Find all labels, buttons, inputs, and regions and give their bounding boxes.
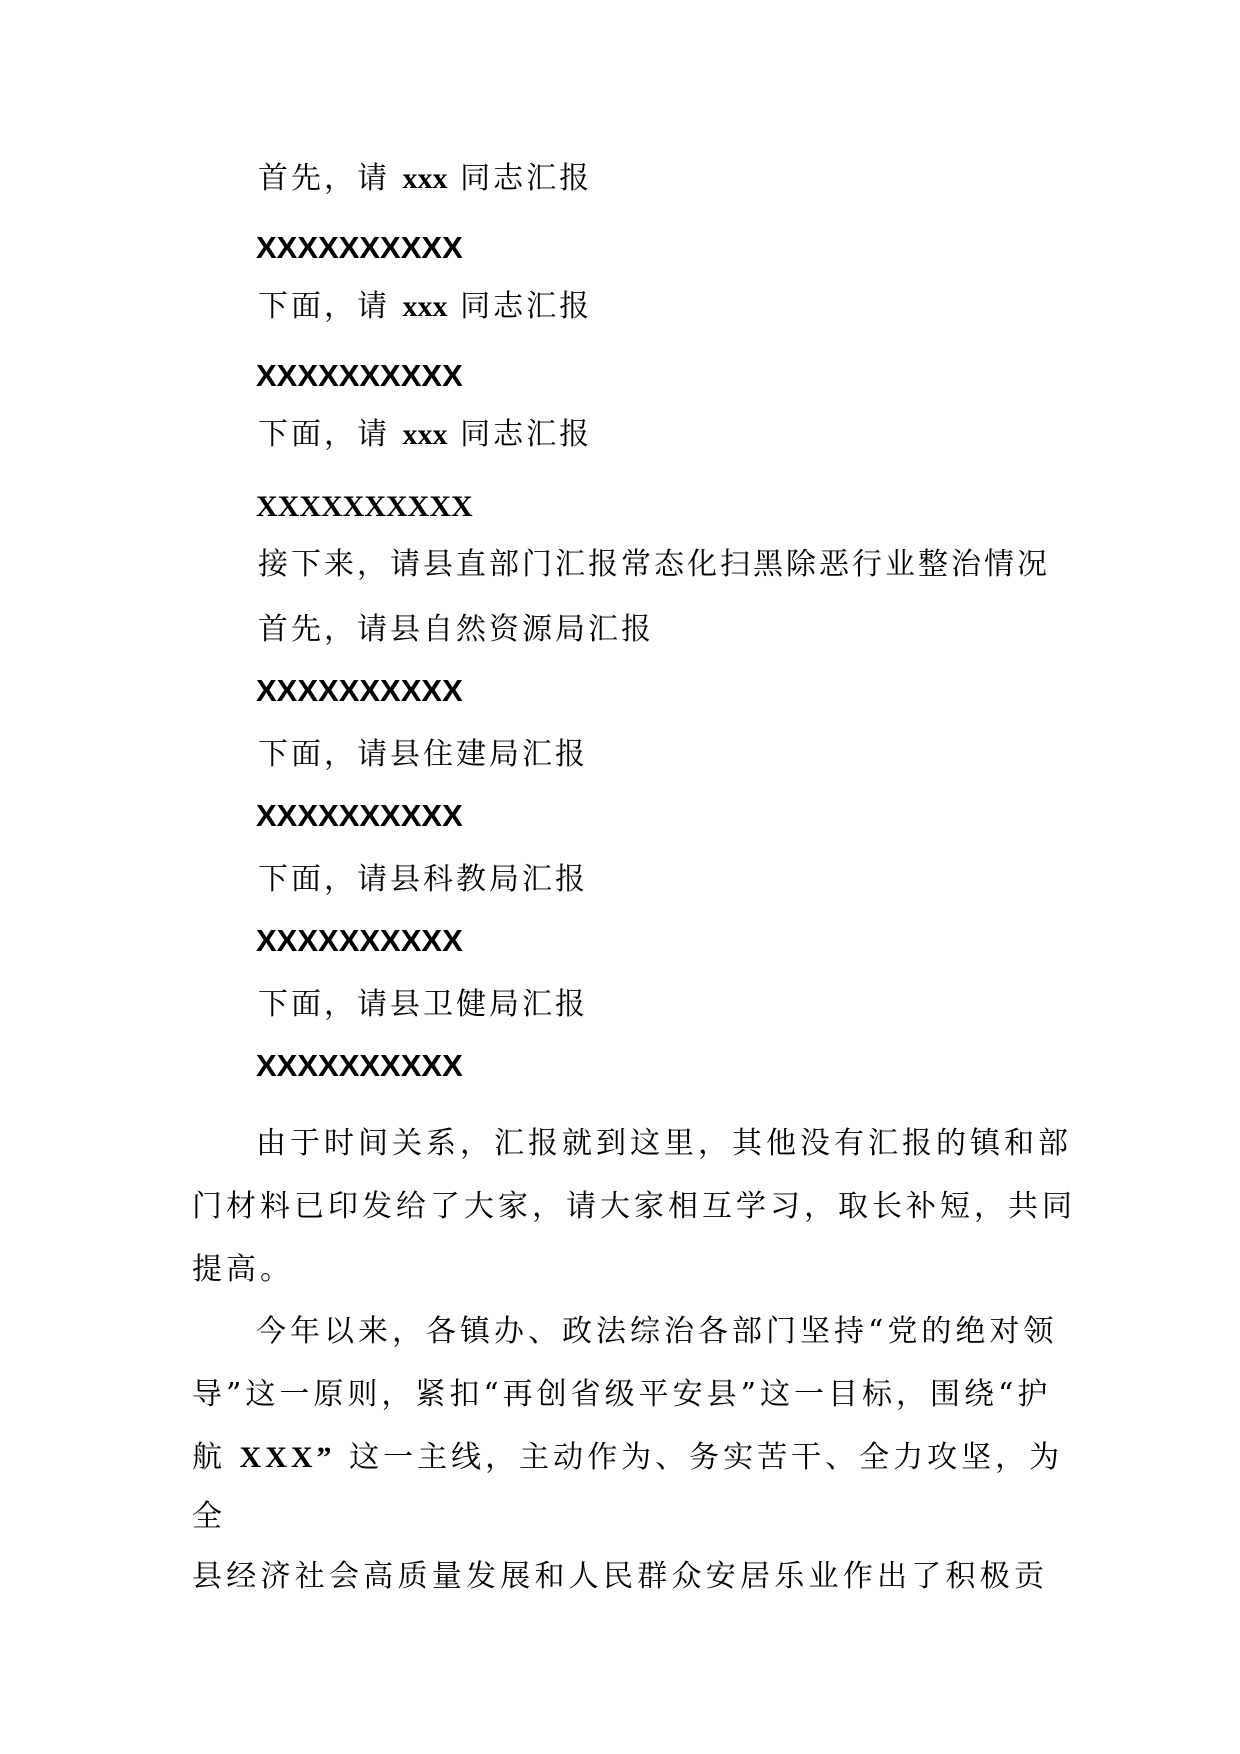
- closing-paragraph-line-1: 由于时间关系，汇报就到这里，其他没有汇报的镇和部: [256, 1126, 1072, 1161]
- report-line-3-suffix: 同志汇报: [447, 417, 593, 452]
- placeholder-line-3: XXXXXXXXXX: [256, 490, 473, 523]
- report-line-1: [258, 159, 592, 199]
- report-line-3-prefix: 下面，请: [258, 417, 403, 452]
- report-line-3-name: xxx: [402, 418, 448, 451]
- placeholder-line-4: XXXXXXXXXX: [256, 673, 463, 708]
- summary-paragraph-line-3: [192, 1426, 1064, 1489]
- report-line-5: 首先，请县自然资源局汇报: [258, 612, 654, 647]
- report-line-2-name: xxx: [402, 290, 448, 323]
- report-line-2-suffix: 同志汇报: [447, 289, 593, 324]
- placeholder-line-2: XXXXXXXXXX: [256, 358, 463, 393]
- report-line-3: [258, 415, 592, 455]
- closing-paragraph-line-2: 门材料已印发给了大家，请大家相互学习，取长补短，共同: [192, 1189, 1076, 1224]
- closing-paragraph-line-3: 提高。: [192, 1252, 294, 1287]
- report-line-1-suffix: 同志汇报: [447, 161, 593, 196]
- placeholder-line-7: XXXXXXXXXX: [256, 1048, 463, 1083]
- report-line-7: 下面，请县科教局汇报: [258, 862, 588, 897]
- report-line-4: 接下来，请县直部门汇报常态化扫黑除恶行业整治情况: [258, 547, 1050, 582]
- summary-line-3-suffix: 这一主线，主动作为、务实苦干、全力攻坚，为: [335, 1440, 1064, 1475]
- placeholder-line-5: XXXXXXXXXX: [256, 798, 463, 833]
- summary-line-3-prefix: 航: [192, 1440, 240, 1475]
- report-line-8: 下面，请县卫健局汇报: [258, 987, 588, 1022]
- summary-paragraph: [192, 1300, 1064, 1608]
- report-line-6: 下面，请县住建局汇报: [258, 737, 588, 772]
- placeholder-line-1: XXXXXXXXXX: [256, 230, 463, 265]
- summary-paragraph-line-4: 全: [192, 1499, 226, 1534]
- summary-paragraph-line-5: 县经济社会高质量发展和人民群众安居乐业作出了积极贡: [192, 1559, 1048, 1594]
- summary-paragraph-line-2: 导”这一原则，紧扣“再创省级平安县”这一目标，围绕“护: [192, 1377, 1052, 1412]
- closing-paragraph: [192, 1112, 1076, 1301]
- placeholder-line-6: XXXXXXXXXX: [256, 923, 463, 958]
- report-line-1-name: xxx: [402, 162, 448, 195]
- report-line-2: [258, 287, 592, 327]
- report-line-1-prefix: 首先，请: [258, 161, 403, 196]
- report-line-2-prefix: 下面，请: [258, 289, 403, 324]
- summary-paragraph-line-1: 今年以来，各镇办、政法综治各部门坚持“党的绝对领: [256, 1314, 1058, 1349]
- summary-line-3-name: XXX”: [239, 1441, 336, 1474]
